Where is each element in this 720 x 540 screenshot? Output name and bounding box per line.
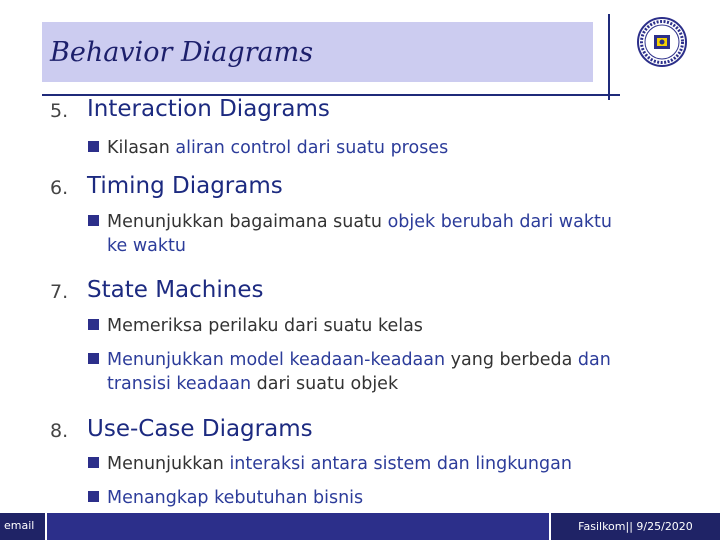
item-number: 7. — [50, 281, 69, 303]
footer-date-label: Fasilkom|| 9/25/2020 — [578, 520, 693, 533]
footer-bar — [0, 513, 720, 540]
footer-right-block — [551, 513, 720, 540]
bullet-line — [88, 372, 678, 396]
item-heading: Use-Case Diagrams — [87, 416, 313, 442]
footer-middle-block — [47, 513, 549, 540]
footer-email-label: email — [4, 519, 35, 532]
highlighted-text: ke waktu — [107, 236, 186, 256]
bullet-item — [88, 348, 678, 396]
item-number: 5. — [50, 100, 69, 122]
highlighted-text: transisi keadaan — [107, 374, 252, 394]
item-heading: Interaction Diagrams — [87, 96, 330, 122]
bullet-line — [88, 212, 612, 232]
bullet-line — [88, 488, 363, 508]
highlighted-text: objek berubah dari waktu — [387, 212, 612, 232]
bullet-item — [88, 452, 678, 476]
body-text: dari suatu objek — [251, 374, 399, 394]
body-text: Menunjukkan bagaimana suatu — [107, 212, 388, 232]
body-text: yang berbeda — [445, 350, 578, 370]
bullet-line — [88, 138, 448, 158]
item-heading: Timing Diagrams — [87, 173, 283, 199]
item-number: 6. — [50, 177, 69, 199]
bullet-line — [88, 454, 572, 474]
square-bullet-icon — [88, 215, 99, 226]
bullet-item — [88, 486, 678, 510]
bullet-item — [88, 314, 678, 338]
bullet-item — [88, 210, 678, 258]
highlighted-text: Menangkap kebutuhan bisnis — [107, 488, 364, 508]
body-text: Menunjukkan — [107, 454, 230, 474]
footer-left-block — [0, 513, 45, 540]
square-bullet-icon — [88, 141, 99, 152]
highlighted-text: dan — [577, 350, 611, 370]
body-text: Memeriksa perilaku dari suatu kelas — [107, 316, 423, 336]
item-heading: State Machines — [87, 277, 264, 303]
square-bullet-icon — [88, 319, 99, 330]
square-bullet-icon — [88, 353, 99, 364]
square-bullet-icon — [88, 457, 99, 468]
item-number: 8. — [50, 420, 69, 442]
slide-title: Behavior Diagrams — [50, 36, 314, 68]
highlighted-text: Menunjukkan model keadaan-keadaan — [107, 350, 446, 370]
square-bullet-icon — [88, 491, 99, 502]
bullet-line — [88, 234, 678, 258]
bullet-line — [88, 316, 423, 336]
bullet-line — [88, 350, 611, 370]
highlighted-text: interaksi antara sistem dan lingkungan — [229, 454, 572, 474]
body-text: Kilasan — [107, 138, 176, 158]
bullet-item — [88, 136, 678, 160]
highlighted-text: aliran control dari suatu proses — [175, 138, 449, 158]
